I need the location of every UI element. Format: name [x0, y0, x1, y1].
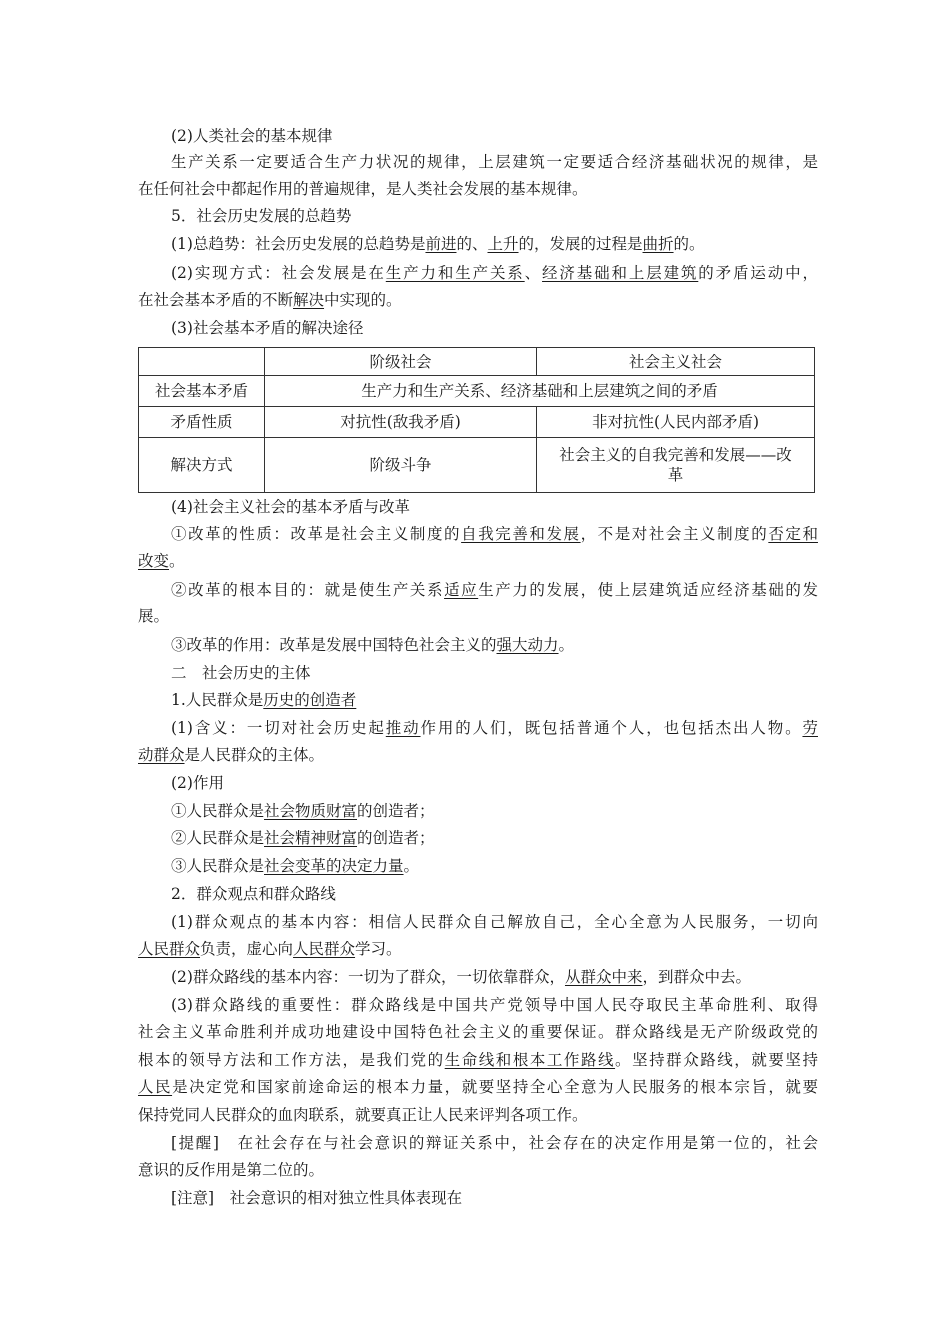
- underlined-term: 自我完善和发展: [461, 525, 581, 543]
- paragraph-line: 改变。: [138, 552, 185, 570]
- underlined-term: 曲折: [642, 235, 674, 253]
- underlined-term: 劳: [802, 719, 818, 737]
- underlined-term: 经济基础和上层建筑: [542, 264, 699, 282]
- section-heading: (2)作用: [171, 774, 224, 792]
- paragraph-line: ③改革的作用：改革是发展中国特色社会主义的强大动力。: [171, 636, 575, 654]
- note-line: [注意] 社会意识的相对独立性具体表现在: [171, 1189, 463, 1207]
- underlined-term: 上升: [487, 235, 519, 253]
- table-header: 阶级社会: [265, 348, 537, 376]
- table-row-label: 矛盾性质: [139, 407, 265, 438]
- underlined-term: 人民: [138, 1078, 173, 1096]
- underlined-term: 社会精神财富: [264, 829, 358, 847]
- list-item: ②人民群众是社会精神财富的创造者；: [171, 829, 435, 847]
- section-heading: (2)人类社会的基本规律: [171, 127, 333, 145]
- paragraph-line: (3)群众路线的重要性：群众路线是中国共产党领导中国人民夺取民主革命胜利、取得: [171, 996, 818, 1014]
- paragraph-line: ②改革的根本目的：就是使生产关系适应生产力的发展，使上层建筑适应经济基础的发: [171, 581, 818, 599]
- paragraph-line: ①改革的性质：改革是社会主义制度的自我完善和发展，不是对社会主义制度的否定和: [171, 525, 818, 543]
- underlined-term: 动群众: [138, 746, 185, 764]
- paragraph-line: 人民是决定党和国家前途命运的根本力量，就要坚持全心全意为人民服务的根本宗旨，就要: [138, 1078, 818, 1096]
- section-heading: (3)社会基本矛盾的解决途径: [171, 319, 364, 337]
- table-row-label: 解决方式: [139, 438, 265, 493]
- table-cell: 阶级斗争: [265, 438, 537, 493]
- underlined-term: 人民群众: [293, 940, 356, 958]
- paragraph-line: (1)群众观点的基本内容：相信人民群众自己解放自己，全心全意为人民服务，一切向: [171, 913, 818, 931]
- underlined-term: 社会变革的决定力量: [264, 857, 404, 875]
- paragraph-line: 展。: [138, 607, 170, 625]
- underlined-term: 否定和: [768, 525, 818, 543]
- underlined-term: 适应: [444, 581, 479, 599]
- list-item: ③人民群众是社会变革的决定力量。: [171, 857, 420, 875]
- underlined-term: 生命线和根本工作路线: [444, 1051, 616, 1069]
- table-row: [139, 407, 815, 438]
- table-row: [139, 348, 815, 376]
- note-line: 意识的反作用是第二位的。: [138, 1161, 325, 1179]
- paragraph-line: 保持党同人民群众的血肉联系，就要真正让人民来评判各项工作。: [138, 1106, 588, 1124]
- underlined-term: 社会物质财富: [264, 802, 358, 820]
- underlined-term: 推动: [385, 719, 421, 737]
- paragraph-line: (2)实现方式：社会发展是在生产力和生产关系、经济基础和上层建筑的矛盾运动中，: [171, 264, 818, 282]
- section-heading: 2．群众观点和群众路线: [171, 885, 336, 903]
- underlined-term: 解决: [293, 291, 325, 309]
- note-line: [提醒] 在社会存在与社会意识的辩证关系中，社会存在的决定作用是第一位的，社会: [171, 1134, 818, 1152]
- paragraph-line: 根本的领导方法和工作方法，是我们党的生命线和根本工作路线。坚持群众路线，就要坚持: [138, 1051, 818, 1069]
- table-cell: 非对抗性(人民内部矛盾): [537, 407, 815, 438]
- paragraph-line: 1.人民群众是历史的创造者: [171, 691, 357, 709]
- underlined-term: 人民群众: [138, 940, 201, 958]
- table-cell: 对抗性(敌我矛盾): [265, 407, 537, 438]
- list-item: ①人民群众是社会物质财富的创造者；: [171, 802, 435, 820]
- table-row: [139, 438, 815, 493]
- paragraph-line: (1)含义：一切对社会历史起推动作用的人们，既包括普通个人，也包括杰出人物。劳: [171, 719, 818, 737]
- paragraph-line: (1)总趋势：社会历史发展的总趋势是前进的、上升的，发展的过程是曲折的。: [171, 235, 705, 253]
- paragraph-line: 社会主义革命胜利并成功地建设中国特色社会主义的重要保证。群众路线是无产阶级政党的: [138, 1023, 818, 1041]
- section-heading: (4)社会主义社会的基本矛盾与改革: [171, 498, 410, 516]
- section-heading: 5．社会历史发展的总趋势: [171, 207, 352, 225]
- contradiction-table: [138, 347, 815, 493]
- table-row-label: 社会基本矛盾: [139, 376, 265, 407]
- underlined-term: 从群众中来: [564, 968, 643, 986]
- paragraph-line: (2)群众路线的基本内容：一切为了群众，一切依靠群众，从群众中来，到群众中去。: [171, 968, 751, 986]
- table-cell: 生产力和生产关系、经济基础和上层建筑之间的矛盾: [265, 376, 815, 407]
- underlined-term: 历史的创造者: [263, 691, 357, 709]
- section-heading: 二 社会历史的主体: [171, 664, 311, 682]
- paragraph-line: 人民群众负责，虚心向人民群众学习。: [138, 940, 402, 958]
- underlined-term: 改变: [138, 552, 170, 570]
- underlined-term: 前进: [425, 235, 457, 253]
- underlined-term: 生产力和生产关系: [385, 264, 525, 282]
- table-cell: 社会主义的自我完善和发展——改 革: [537, 438, 815, 493]
- paragraph-line: 动群众是人民群众的主体。: [138, 746, 325, 764]
- paragraph-line: 生产关系一定要适合生产力状况的规律，上层建筑一定要适合经济基础状况的规律，是: [171, 153, 818, 171]
- paragraph-line: 在社会基本矛盾的不断解决中实现的。: [138, 291, 402, 309]
- paragraph-line: 在任何社会中都起作用的普遍规律，是人类社会发展的基本规律。: [138, 180, 588, 198]
- underlined-term: 强大动力: [496, 636, 559, 654]
- table-cell: [139, 348, 265, 376]
- table-header: 社会主义社会: [537, 348, 815, 376]
- table-row: [139, 376, 815, 407]
